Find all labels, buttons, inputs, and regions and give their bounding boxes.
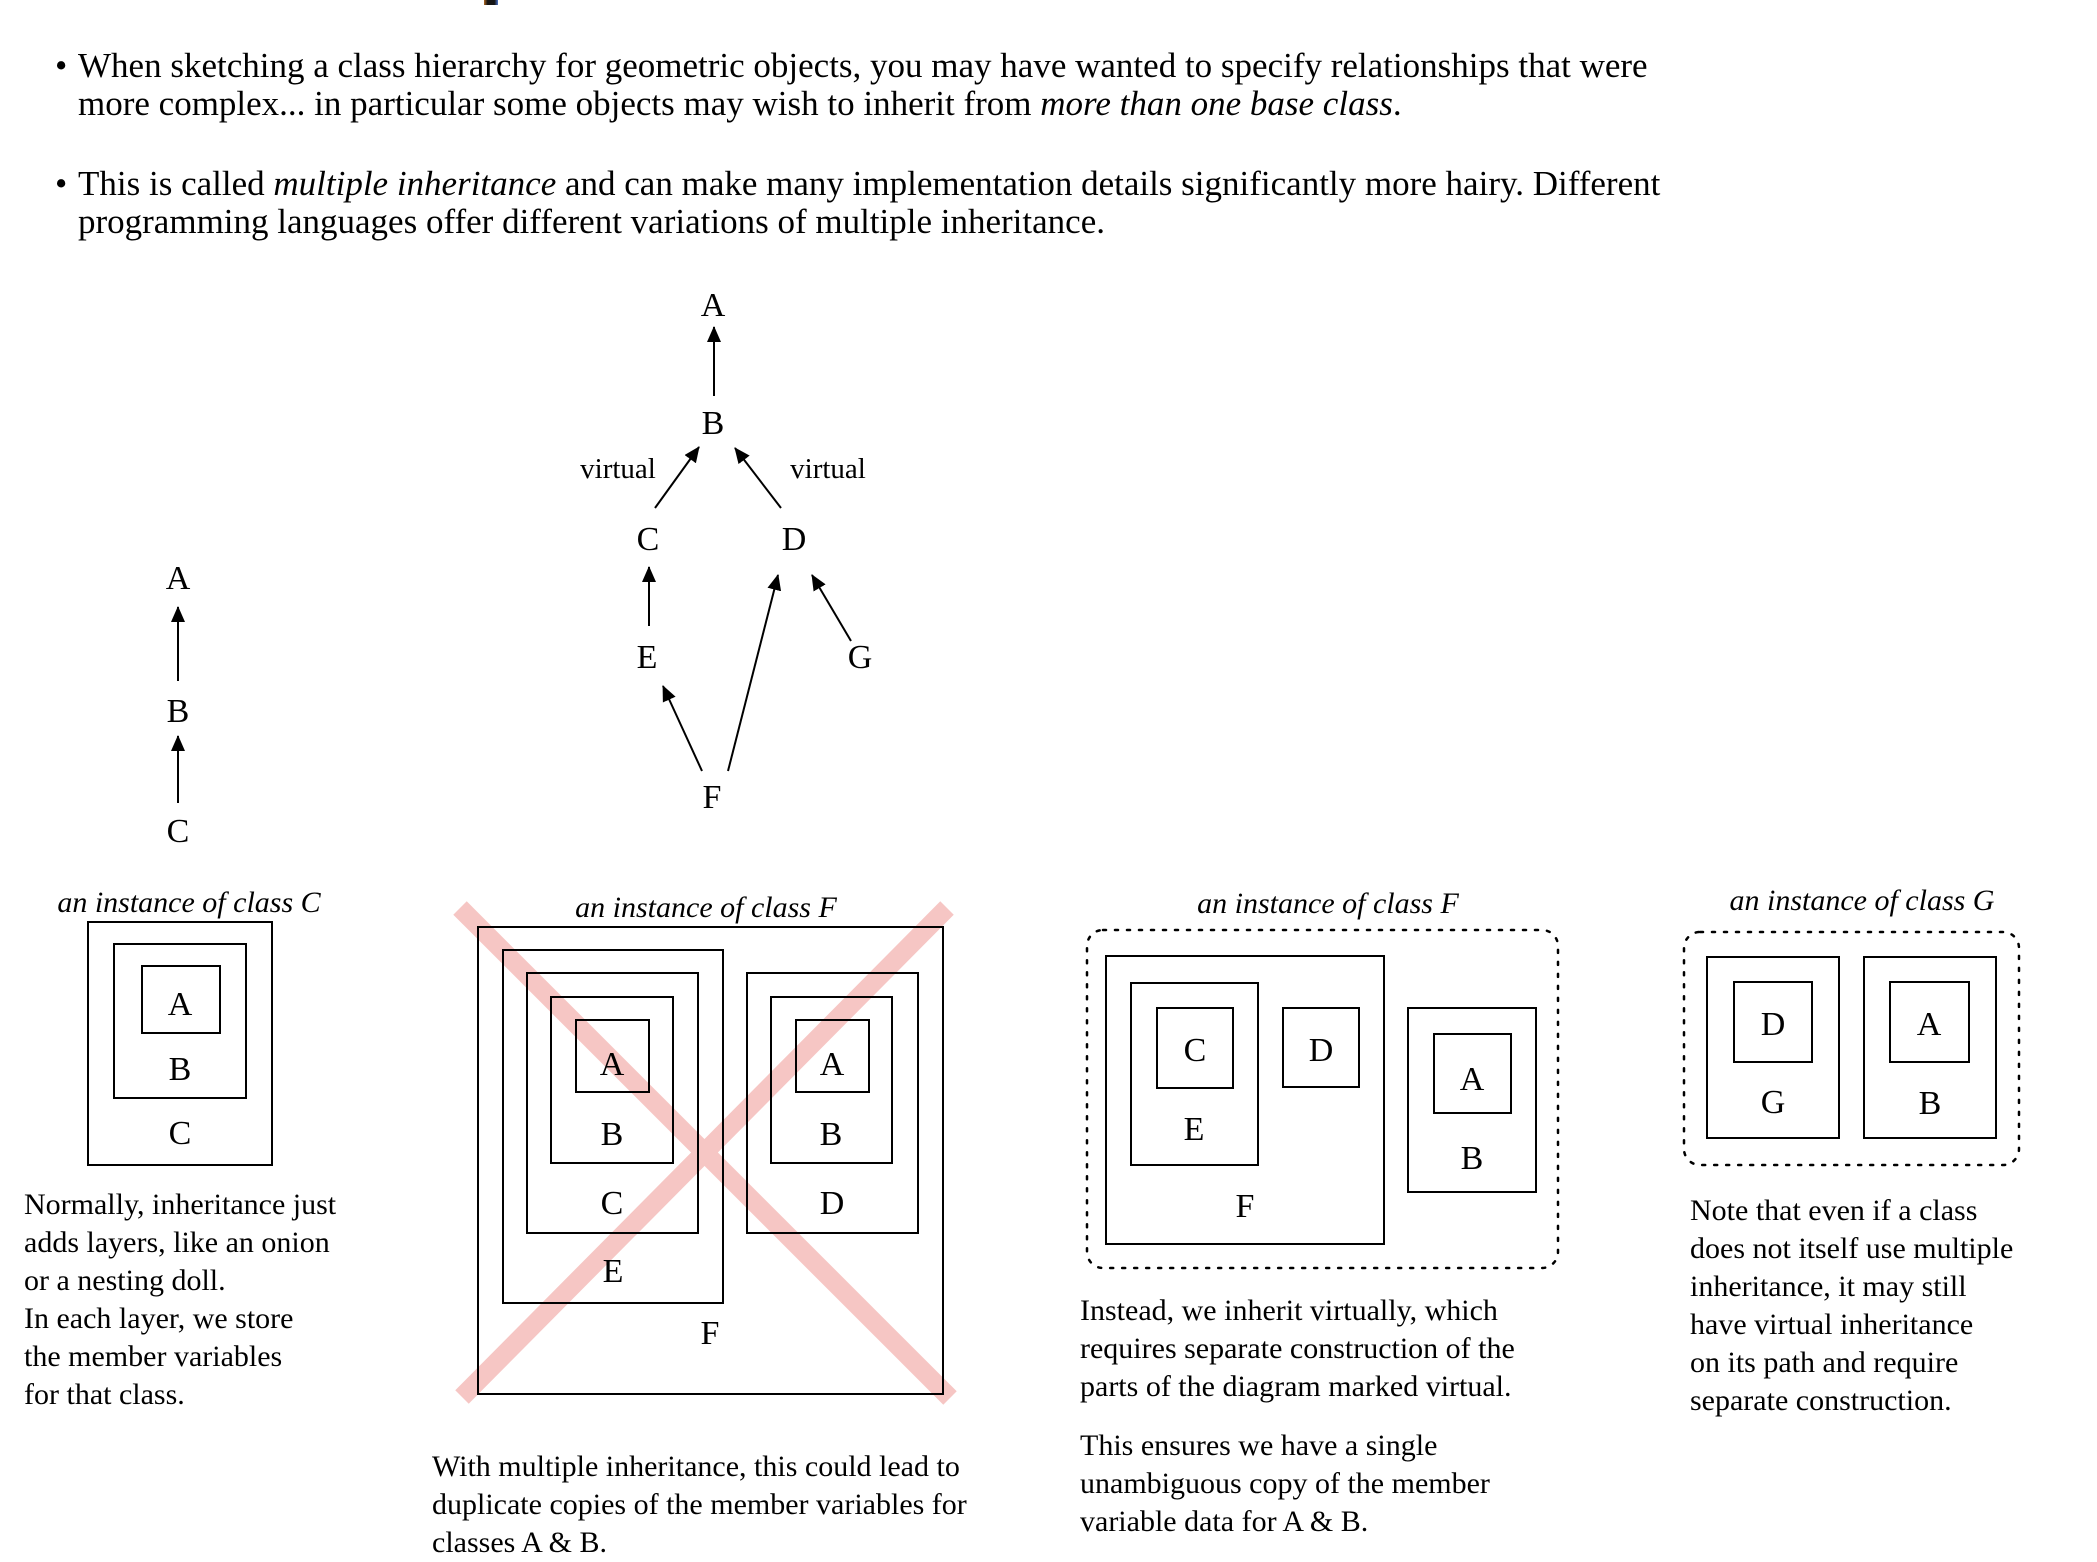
node-c: C [636, 521, 660, 558]
instance-c-title: an instance of class C [57, 886, 321, 919]
instance-f-virtual-title: an instance of class F [1197, 887, 1459, 920]
node-g: G [847, 639, 873, 676]
virtual-instance-dotted-boundary [1087, 930, 1558, 1268]
layer-label-a-left: A [599, 1046, 625, 1083]
bullet-2-line-2-text: programming languages offer different variations of multiple inheritance. [78, 202, 1105, 241]
chain-node-c: C [166, 813, 190, 850]
part-label-b: B [1918, 1085, 1942, 1122]
instance-of-class-g-diagram [1684, 884, 2019, 1165]
part-label-g: G [1760, 1084, 1786, 1121]
arrow-f-to-d [728, 575, 778, 771]
instance-of-class-f-virtual-diagram [1087, 887, 1558, 1268]
chain-node-a: A [165, 560, 191, 597]
part-label-d: D [1308, 1032, 1334, 1069]
part-label-e: E [1183, 1111, 1205, 1148]
part-label-a: A [1916, 1006, 1942, 1043]
bullet-2-line-1-pre: This is called [78, 164, 274, 203]
node-d: D [781, 521, 807, 558]
instance-f-naive-title: an instance of class F [575, 891, 837, 924]
naive-f-caption: With multiple inheritance, this could lead to duplicate copies of the member variables for classes A & B. [432, 1450, 967, 1559]
bullet-2-line-1-italic: multiple inheritance [273, 164, 557, 203]
virtual-label-right: virtual [790, 453, 866, 485]
class-g-note-caption: Note that even if a class does not itself use multiple inheritance, it may still have virtual inheritance on its path and require separate construction. [1690, 1194, 2014, 1417]
node-a: A [700, 287, 726, 324]
node-f: F [702, 779, 722, 816]
layer-label-a: A [167, 986, 193, 1023]
bullet-1-line-2-italic: more than one base class [1040, 84, 1393, 123]
layer-label-e: E [602, 1253, 624, 1290]
layer-label-b-left: B [600, 1116, 624, 1153]
arrow-g-to-d [812, 575, 851, 641]
part-label-c: C [1183, 1032, 1207, 1069]
layer-label-b: B [168, 1051, 192, 1088]
instance-g-title: an instance of class G [1729, 884, 1995, 917]
onion-caption-paragraph-1: Normally, inheritance just adds layers, like an onion or a nesting doll. [24, 1188, 337, 1297]
instance-of-class-c-diagram [57, 886, 321, 1165]
bullet-marker-2: • [55, 164, 68, 203]
layer-label-d: D [819, 1185, 845, 1222]
single-inheritance-chain [166, 560, 191, 850]
bullet-1-line-1-text: When sketching a class hierarchy for geometric objects, you may have wanted to specify relationships that were [78, 46, 1648, 85]
layer-label-f: F [700, 1315, 720, 1352]
onion-caption-paragraph-2: In each layer, we store the member variables for that class. [24, 1302, 294, 1411]
node-b: B [701, 405, 725, 442]
layer-label-c: C [600, 1185, 624, 1222]
virtual-f-caption-paragraph-1: Instead, we inherit virtually, which requires separate construction of the parts of the diagram marked virtual. [1080, 1294, 1515, 1403]
bullet-marker-1: • [55, 46, 68, 85]
node-e: E [636, 639, 658, 676]
bullet-2-line-1-post: and can make many implementation details significantly more hairy. Different [556, 164, 1661, 203]
bullet-1-line-2-pre: more complex... in particular some objects may wish to inherit from [78, 84, 1041, 123]
multiple-inheritance-hierarchy [580, 287, 872, 816]
part-label-d: D [1760, 1006, 1786, 1043]
arrow-f-to-e [663, 686, 702, 771]
layer-label-a-right: A [819, 1046, 845, 1083]
bullet-1-line-2-post: . [1392, 84, 1402, 123]
arrow-d-to-b [735, 448, 781, 508]
chain-node-b: B [166, 693, 190, 730]
virtual-f-caption-paragraph-2: This ensures we have a single unambiguous copy of the member variable data for A & B. [1080, 1429, 1490, 1538]
part-label-a: A [1459, 1061, 1485, 1098]
arrow-c-to-b [655, 447, 699, 508]
layer-label-c: C [168, 1115, 192, 1152]
virtual-label-left: virtual [580, 453, 656, 485]
instance-of-class-f-naive-diagram [460, 891, 950, 1398]
part-label-b: B [1460, 1140, 1484, 1177]
part-label-f: F [1235, 1188, 1255, 1225]
layer-label-b-right: B [819, 1116, 843, 1153]
